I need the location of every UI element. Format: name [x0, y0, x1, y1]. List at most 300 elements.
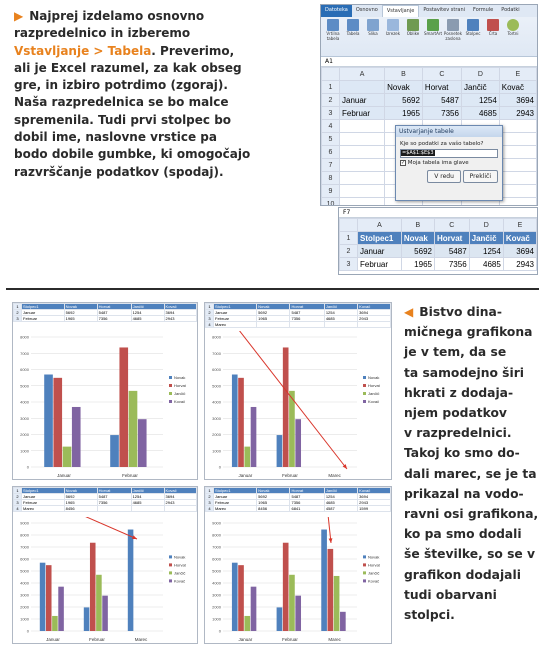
- legend-swatch: [363, 384, 366, 387]
- caption-line: hkrati z dodaja-: [404, 385, 514, 400]
- cell[interactable]: 4685: [324, 500, 357, 506]
- legend-swatch: [363, 392, 366, 395]
- row-header[interactable]: 2: [206, 310, 214, 316]
- bar: [40, 563, 46, 631]
- cell[interactable]: 1254: [131, 310, 164, 316]
- x-tick-label: Februar: [122, 473, 138, 478]
- caption-line: v razpredelnici.: [404, 426, 512, 441]
- mini-table: [205, 487, 391, 512]
- cell[interactable]: Februar: [22, 500, 65, 506]
- row-header[interactable]: 6: [322, 146, 340, 159]
- bar: [110, 435, 119, 467]
- cell[interactable]: [164, 506, 196, 512]
- checkbox-icon[interactable]: ✓: [401, 160, 406, 166]
- cell[interactable]: 7356: [290, 316, 324, 322]
- caption-line: tudi obarvani: [404, 587, 497, 602]
- cell[interactable]: Januar: [340, 94, 385, 107]
- cell[interactable]: 1965: [64, 500, 97, 506]
- tab-page-layout[interactable]: Postavitev strani: [423, 7, 466, 13]
- cell[interactable]: Februar: [22, 316, 65, 322]
- row-header[interactable]: 1: [206, 304, 214, 310]
- cell[interactable]: [340, 198, 385, 207]
- name-box[interactable]: F7: [343, 209, 351, 216]
- cell[interactable]: [499, 198, 536, 207]
- cell[interactable]: 2943: [503, 258, 536, 271]
- cell[interactable]: [340, 120, 385, 133]
- excel-window-top: [320, 4, 538, 206]
- bar: [96, 575, 102, 631]
- bar: [52, 616, 58, 631]
- bar: [289, 391, 295, 467]
- legend-label: Horvat: [174, 383, 186, 388]
- cell[interactable]: 2943: [358, 316, 391, 322]
- y-tick-label: 7000: [212, 544, 221, 550]
- y-tick-label: 9000: [20, 520, 29, 526]
- column-header[interactable]: A: [340, 68, 385, 81]
- cell[interactable]: 1254: [324, 310, 357, 316]
- cell[interactable]: [499, 159, 536, 172]
- x-tick-label: Marec: [328, 637, 341, 642]
- legend-label: Horvat: [368, 562, 380, 568]
- cell[interactable]: 8456: [64, 506, 97, 512]
- cell[interactable]: 7356: [97, 316, 131, 322]
- cell[interactable]: Stolpec1: [214, 488, 257, 494]
- pie-chart-button[interactable]: Tortni: [504, 19, 522, 45]
- cell[interactable]: Jančič: [131, 488, 164, 494]
- cell[interactable]: Novak: [257, 304, 290, 310]
- dialog-question: Kje so podatki za vašo tabelo?: [400, 141, 484, 147]
- column-header[interactable]: C: [434, 219, 469, 232]
- y-tick-label: 2000: [212, 604, 221, 610]
- column-header[interactable]: D: [469, 219, 503, 232]
- cell[interactable]: 4685: [324, 316, 357, 322]
- y-tick-label: 5000: [212, 383, 221, 389]
- cell[interactable]: Januar: [22, 310, 65, 316]
- legend-swatch: [363, 571, 366, 574]
- row-header[interactable]: 8: [322, 172, 340, 185]
- cell[interactable]: Marec: [22, 506, 65, 512]
- column-header[interactable]: A: [358, 219, 402, 232]
- table-header-cell[interactable]: Jančič: [469, 232, 503, 245]
- clipart-button[interactable]: Izrezek: [384, 19, 402, 45]
- bar: [321, 530, 327, 631]
- row-header[interactable]: 9: [322, 185, 340, 198]
- cell[interactable]: 1965: [64, 316, 97, 322]
- x-tick-label: Januar: [238, 473, 253, 478]
- row-header[interactable]: 4: [322, 120, 340, 133]
- row-header[interactable]: 3: [14, 316, 22, 322]
- cell[interactable]: 5692: [257, 494, 290, 500]
- cell[interactable]: 1599: [358, 506, 391, 512]
- y-tick-label: 7000: [20, 350, 29, 356]
- bar: [328, 549, 334, 631]
- cell[interactable]: [499, 120, 536, 133]
- cell[interactable]: 1965: [385, 107, 423, 120]
- screenshot-icon: [447, 19, 459, 31]
- x-tick-label: Januar: [57, 473, 71, 478]
- cell[interactable]: Januar: [214, 494, 257, 500]
- cell[interactable]: 1965: [257, 500, 290, 506]
- cell[interactable]: 1254: [469, 245, 503, 258]
- row-header[interactable]: 4: [206, 506, 214, 512]
- cell[interactable]: Marec: [214, 506, 257, 512]
- legend-swatch: [169, 571, 172, 574]
- cell[interactable]: 7356: [434, 258, 469, 271]
- column-header[interactable]: D: [461, 68, 499, 81]
- cell[interactable]: Novak: [385, 81, 423, 94]
- caption-line: razvrščanje podatkov (spodaj).: [14, 164, 224, 179]
- y-tick-label: 3000: [212, 592, 221, 598]
- caption-line: bodo dobile gumbke, ki omogočajo: [14, 147, 251, 162]
- cell[interactable]: Januar: [214, 310, 257, 316]
- name-box[interactable]: A1: [325, 58, 333, 65]
- caption-line: ta samodejno širi: [404, 365, 524, 380]
- y-tick-label: 1000: [212, 448, 221, 454]
- caption-line: Takoj ko smo do-: [404, 446, 520, 461]
- cell[interactable]: Stolpec1: [22, 488, 65, 494]
- cell[interactable]: Kovač: [358, 304, 391, 310]
- y-tick-label: 8000: [20, 334, 29, 340]
- legend-label: Jančič: [174, 391, 186, 396]
- legend-label: Jančič: [368, 391, 380, 396]
- cell[interactable]: 5692: [385, 94, 423, 107]
- cell[interactable]: 4685: [131, 316, 164, 322]
- y-tick-label: 2000: [20, 604, 29, 610]
- cancel-button[interactable]: Prekliči: [463, 170, 498, 183]
- column-header[interactable]: E: [499, 68, 536, 81]
- cell[interactable]: [340, 185, 385, 198]
- bar: [138, 419, 147, 467]
- line-chart-button[interactable]: Črta: [484, 19, 502, 45]
- mini-table: [13, 303, 197, 322]
- mini-table: [13, 487, 197, 512]
- cell[interactable]: 6841: [290, 506, 324, 512]
- column-chart-button[interactable]: Stolpec: [464, 19, 482, 45]
- cell[interactable]: [324, 322, 357, 328]
- cell[interactable]: Jančič: [461, 81, 499, 94]
- cell[interactable]: Kovač: [499, 81, 536, 94]
- tab-home[interactable]: Osnovno: [355, 7, 378, 13]
- bar: [334, 576, 340, 631]
- cell[interactable]: [290, 322, 324, 328]
- cell[interactable]: [131, 506, 164, 512]
- legend-label: Jančič: [174, 570, 186, 576]
- x-tick-label: Februar: [282, 473, 298, 478]
- legend-swatch: [169, 579, 172, 582]
- cell[interactable]: [340, 172, 385, 185]
- row-header[interactable]: 2: [14, 310, 22, 316]
- cell[interactable]: Novak: [64, 488, 97, 494]
- cell[interactable]: Stolpec1: [22, 304, 65, 310]
- y-tick-label: 0: [26, 628, 29, 634]
- bar: [128, 530, 134, 631]
- cell[interactable]: Horvat: [97, 304, 131, 310]
- legend-swatch: [363, 563, 366, 566]
- cell[interactable]: [340, 159, 385, 172]
- bar: [340, 612, 346, 631]
- y-tick-label: 6000: [212, 556, 221, 562]
- cell[interactable]: 5487: [434, 245, 469, 258]
- cell[interactable]: 7356: [422, 107, 461, 120]
- row-header[interactable]: 2: [322, 94, 340, 107]
- y-tick-label: 5000: [20, 383, 29, 389]
- caption-line: njem podatkov: [404, 406, 507, 421]
- ribbon: [321, 5, 537, 57]
- cell[interactable]: 2943: [164, 316, 196, 322]
- cell[interactable]: Horvat: [290, 304, 324, 310]
- caption-line: razpredelnico in izberemo: [14, 26, 191, 41]
- cell[interactable]: [499, 133, 536, 146]
- caption-line: Naša razpredelnica se bo malce: [14, 95, 229, 110]
- row-header[interactable]: 1: [14, 488, 22, 494]
- pivot-table-button[interactable]: Vrtilna tabela: [324, 19, 342, 45]
- cell[interactable]: Horvat: [422, 81, 461, 94]
- bar: [283, 543, 289, 631]
- row-header[interactable]: 3: [206, 316, 214, 322]
- row-header[interactable]: 1: [322, 81, 340, 94]
- range-input[interactable]: [400, 149, 498, 158]
- cell[interactable]: 1254: [324, 494, 357, 500]
- table-header-cell[interactable]: Novak: [401, 232, 434, 245]
- row-header[interactable]: 10: [322, 198, 340, 207]
- cell[interactable]: 3694: [358, 494, 391, 500]
- cell[interactable]: Stolpec1: [214, 304, 257, 310]
- legend-label: Horvat: [174, 562, 186, 568]
- x-tick-label: Marec: [134, 637, 148, 642]
- caption-line: stolpci.: [404, 608, 455, 623]
- row-header[interactable]: 2: [14, 494, 22, 500]
- bar: [238, 565, 244, 631]
- tab-file[interactable]: Datoteka: [321, 5, 352, 17]
- bar: [244, 616, 250, 631]
- caption-line: Najprej izdelamo osnovno: [29, 9, 205, 23]
- table-grid: [339, 218, 537, 271]
- cell[interactable]: Februar: [214, 500, 257, 506]
- bar: [295, 596, 301, 631]
- cell[interactable]: Marec: [214, 322, 257, 328]
- cell[interactable]: Februar: [214, 316, 257, 322]
- row-header[interactable]: 1: [340, 232, 358, 245]
- cell[interactable]: Jančič: [324, 304, 357, 310]
- cell[interactable]: 3694: [358, 310, 391, 316]
- table-header-cell[interactable]: Horvat: [434, 232, 469, 245]
- cell[interactable]: 3694: [164, 494, 196, 500]
- cell[interactable]: [499, 172, 536, 185]
- row-header[interactable]: 3: [340, 258, 358, 271]
- y-tick-label: 1000: [212, 616, 221, 622]
- cell[interactable]: 5692: [401, 245, 434, 258]
- cell[interactable]: 3694: [499, 94, 536, 107]
- shapes-icon: [407, 19, 419, 31]
- cell[interactable]: [499, 185, 536, 198]
- cell[interactable]: Novak: [257, 488, 290, 494]
- cell[interactable]: 1254: [461, 94, 499, 107]
- bar: [277, 435, 283, 467]
- y-tick-label: 4000: [20, 580, 29, 586]
- cell[interactable]: 4685: [131, 500, 164, 506]
- legend-swatch: [363, 376, 366, 379]
- cell[interactable]: 1965: [257, 316, 290, 322]
- clipart-icon: [387, 19, 399, 31]
- cell[interactable]: 5692: [257, 310, 290, 316]
- corner-cell[interactable]: [322, 68, 340, 81]
- cell[interactable]: Novak: [64, 304, 97, 310]
- cell[interactable]: 8456: [257, 506, 290, 512]
- cell[interactable]: 1254: [131, 494, 164, 500]
- row-header[interactable]: 3: [14, 500, 22, 506]
- row-header[interactable]: 4: [14, 506, 22, 512]
- table-header-cell[interactable]: Stolpec1: [358, 232, 402, 245]
- screenshot-button[interactable]: Posnetek zaslona: [444, 19, 462, 45]
- caption-line: dali marec, se je ta: [404, 466, 537, 481]
- checkbox-label: Moja tabela ima glave: [407, 160, 469, 166]
- cell[interactable]: 5692: [64, 310, 97, 316]
- cell[interactable]: 2943: [499, 107, 536, 120]
- bar: [295, 419, 301, 467]
- y-tick-label: 4000: [20, 399, 29, 405]
- row-header[interactable]: 5: [322, 133, 340, 146]
- caption-line: mičnega grafikona: [404, 325, 533, 340]
- cell[interactable]: 4685: [469, 258, 503, 271]
- cell[interactable]: Horvat: [97, 488, 131, 494]
- cell[interactable]: 5487: [422, 94, 461, 107]
- x-tick-label: Marec: [328, 473, 341, 478]
- legend-label: Jančič: [368, 570, 380, 576]
- tab-insert[interactable]: Vstavljanje: [382, 5, 420, 17]
- y-tick-label: 9000: [212, 520, 221, 526]
- cell[interactable]: 3694: [164, 310, 196, 316]
- cell[interactable]: 7356: [97, 500, 131, 506]
- cell[interactable]: 4685: [461, 107, 499, 120]
- cell[interactable]: 1965: [401, 258, 434, 271]
- cell[interactable]: 5487: [290, 310, 324, 316]
- y-tick-label: 5000: [20, 568, 29, 574]
- bar: [289, 575, 295, 631]
- row-header[interactable]: 4: [206, 322, 214, 328]
- y-tick-label: 6000: [20, 556, 29, 562]
- column-header[interactable]: E: [503, 219, 536, 232]
- cell[interactable]: 5487: [97, 310, 131, 316]
- y-tick-label: 0: [26, 464, 29, 470]
- row-header[interactable]: 1: [206, 488, 214, 494]
- y-tick-label: 6000: [20, 367, 29, 372]
- bar: [232, 375, 238, 467]
- cell[interactable]: Kovač: [164, 488, 196, 494]
- bar: [277, 607, 283, 631]
- chart-screenshot-3: [12, 486, 198, 644]
- cell[interactable]: Horvat: [290, 488, 324, 494]
- chart-svg: [205, 517, 392, 644]
- y-tick-label: 7000: [212, 350, 221, 356]
- caption-line: ravni osi grafikona,: [404, 507, 539, 522]
- row-header[interactable]: 2: [206, 494, 214, 500]
- y-tick-label: 0: [218, 628, 221, 634]
- x-tick-label: Januar: [238, 637, 253, 642]
- cell[interactable]: 2943: [358, 500, 391, 506]
- formula-bar[interactable]: [339, 208, 537, 218]
- cell[interactable]: 7356: [290, 500, 324, 506]
- cell[interactable]: 2943: [164, 500, 196, 506]
- pivot-icon: [327, 19, 339, 31]
- formula-bar[interactable]: [321, 57, 537, 67]
- cell[interactable]: Kovač: [358, 488, 391, 494]
- legend-label: Novak: [368, 554, 380, 560]
- bar: [129, 391, 138, 467]
- cell[interactable]: [340, 146, 385, 159]
- table-header-cell[interactable]: Kovač: [503, 232, 536, 245]
- bar: [232, 563, 238, 631]
- y-tick-label: 4000: [212, 580, 221, 586]
- column-chart-icon: [467, 19, 479, 31]
- caption-line: Bistvo dina-: [419, 305, 502, 319]
- ok-button[interactable]: V redu: [427, 170, 461, 183]
- y-tick-label: 3000: [20, 415, 29, 421]
- column-header[interactable]: C: [422, 68, 461, 81]
- cell[interactable]: 5487: [290, 494, 324, 500]
- tab-formulas[interactable]: Formule: [473, 7, 494, 13]
- smartart-button[interactable]: SmartArt: [424, 19, 442, 45]
- range-value: =$A$1:$E$3: [402, 150, 434, 156]
- column-header[interactable]: B: [385, 68, 423, 81]
- picture-button[interactable]: Slika: [364, 19, 382, 45]
- legend-swatch: [363, 579, 366, 582]
- row-header[interactable]: 7: [322, 159, 340, 172]
- shapes-button[interactable]: Oblike: [404, 19, 422, 45]
- cell[interactable]: Februar: [340, 107, 385, 120]
- row-header[interactable]: 3: [322, 107, 340, 120]
- caption-line: ali je Excel razumel, za kak obseg: [14, 60, 242, 75]
- corner-cell[interactable]: [340, 219, 358, 232]
- bar: [46, 565, 52, 631]
- column-header[interactable]: B: [401, 219, 434, 232]
- y-tick-label: 8000: [212, 334, 221, 340]
- row-header[interactable]: 2: [340, 245, 358, 258]
- caption-arrow-icon: ▶: [14, 9, 24, 23]
- caption-arrow-icon: ◀: [404, 305, 414, 319]
- cell[interactable]: Januar: [22, 494, 65, 500]
- row-header[interactable]: 1: [14, 304, 22, 310]
- cell[interactable]: [358, 322, 391, 328]
- y-tick-label: 1000: [20, 616, 29, 622]
- cell[interactable]: [340, 81, 385, 94]
- chart-svg: [205, 331, 392, 480]
- x-tick-label: Januar: [46, 637, 60, 642]
- cell[interactable]: [499, 146, 536, 159]
- tab-data[interactable]: Podatki: [501, 7, 520, 13]
- y-tick-label: 2000: [20, 432, 29, 437]
- table-button[interactable]: Tabela: [344, 19, 362, 45]
- cell[interactable]: 5692: [64, 494, 97, 500]
- cell[interactable]: Jančič: [324, 488, 357, 494]
- x-tick-label: Februar: [89, 637, 105, 642]
- cell[interactable]: 3694: [503, 245, 536, 258]
- table-icon: [347, 19, 359, 31]
- cell[interactable]: Januar: [358, 245, 402, 258]
- y-tick-label: 4000: [212, 399, 221, 405]
- bar: [72, 407, 81, 467]
- caption-line: grafikon dodajali: [404, 567, 521, 582]
- cell[interactable]: Februar: [358, 258, 402, 271]
- cell[interactable]: Kovač: [164, 304, 196, 310]
- cell[interactable]: Jančič: [131, 304, 164, 310]
- cell[interactable]: 5487: [97, 494, 131, 500]
- legend-swatch: [169, 555, 172, 558]
- cell[interactable]: 4587: [324, 506, 357, 512]
- row-header[interactable]: 3: [206, 500, 214, 506]
- cell[interactable]: [97, 506, 131, 512]
- cell[interactable]: [257, 322, 290, 328]
- cell[interactable]: [340, 133, 385, 146]
